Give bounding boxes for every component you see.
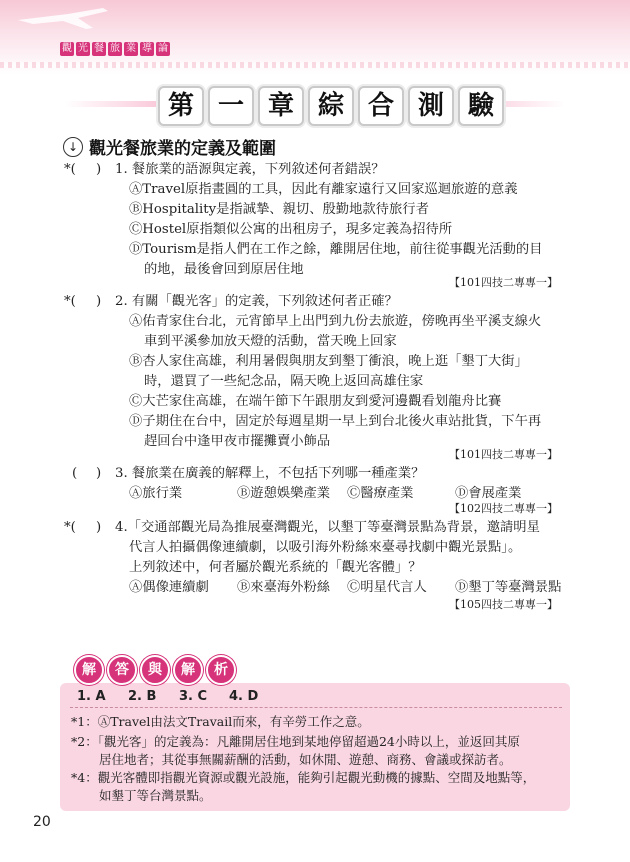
- answer-blank-star: *(: [64, 294, 76, 309]
- answer-key-item: 2. B: [128, 689, 157, 704]
- question-stem: 2. 有關「觀光客」的定義，下列敘述何者正確？: [115, 294, 398, 309]
- option: ⒷHospitality是指誠摯、親切、殷勤地款待旅行者: [129, 202, 429, 217]
- explanation-line: 居住地者；其從事無關薪酬的活動，如休閒、遊憩、商務、會議或探訪者。: [99, 752, 512, 767]
- exam-source: 【102四技二專專一】: [449, 502, 558, 515]
- question-stem: 上列敘述中，何者屬於觀光系統的「觀光客體」？: [129, 560, 422, 575]
- answer-key-item: 3. C: [179, 689, 208, 704]
- chapter-title-char: 驗: [458, 86, 504, 126]
- option-continuation: 車到平溪參加放天燈的活動，當天晚上回家: [144, 334, 397, 349]
- chapter-title-char: 合: [358, 86, 404, 126]
- answer-key-item: 1. A: [77, 689, 106, 704]
- exam-source: 【101四技二專專一】: [449, 276, 558, 289]
- chapter-title-char: 一: [208, 86, 254, 126]
- chapter-title: [158, 86, 504, 126]
- option: Ⓒ大芒家住高雄，在端午節下午跟朋友到愛河邊觀看划龍舟比賽: [129, 394, 502, 409]
- answer-heading-char: 解: [74, 655, 104, 685]
- option: Ⓓ子期住在台中，固定於每週星期一早上到台北後火車站批貨，下午再: [129, 414, 542, 429]
- answer-blank-open: (: [72, 466, 78, 481]
- book-title-char: 觀: [62, 43, 72, 54]
- question-stem: 4.「交通部觀光局為推展臺灣觀光，以墾丁等臺灣景點為背景，邀請明星: [115, 520, 540, 535]
- book-title-char: 光: [78, 43, 88, 54]
- airplane-icon: [8, 2, 118, 32]
- answer-heading: [74, 655, 236, 685]
- explanation-line: *2：「觀光客」的定義為：凡離開居住地到某地停留超過24小時以上，並返回其原: [71, 734, 520, 749]
- answer-divider: [70, 707, 562, 708]
- question-stem: 3. 餐旅業在廣義的解釋上，不包括下列哪一種產業？: [115, 466, 425, 481]
- option: Ⓐ佑青家住台北，元宵節早上出門到九份去旅遊，傍晚再坐平溪支線火: [129, 314, 542, 329]
- header-stripe: [0, 62, 630, 68]
- question-stem: 代言人拍攝偶像連續劇，以吸引海外粉絲來臺尋找劇中觀光景點」。: [129, 540, 522, 555]
- chapter-title-char: 第: [158, 86, 204, 126]
- answer-blank-close: ): [96, 294, 102, 309]
- answer-key-item: 4. D: [229, 689, 259, 704]
- option: Ⓐ旅行業: [129, 486, 183, 501]
- book-title-char: 導: [142, 43, 152, 54]
- exam-source: 【101四技二專專一】: [449, 448, 558, 461]
- chapter-title-char: 章: [258, 86, 304, 126]
- explanation-line: *1：ⒶTravel由法文Travail而來，有辛勞工作之意。: [71, 714, 370, 729]
- option-continuation: 時，還買了一些紀念品，隔天晚上返回高雄住家: [144, 374, 424, 389]
- option: Ⓑ來臺海外粉絲: [237, 580, 331, 595]
- option: Ⓓ會展產業: [455, 486, 522, 501]
- answer-blank-star: *(: [64, 162, 76, 177]
- book-title: [60, 42, 170, 56]
- option: ⒸHostel原指類似公寓的出租房子，現多定義為招待所: [129, 222, 453, 237]
- answer-blank-close: ): [96, 520, 102, 535]
- page-number: 20: [33, 814, 51, 830]
- explanation-line: 如墾丁等台灣景點。: [99, 788, 212, 803]
- option: Ⓒ醫療產業: [347, 486, 414, 501]
- option: Ⓑ杏人家住高雄，利用暑假與朋友到墾丁衝浪，晚上逛「墾丁大街」: [129, 354, 528, 369]
- book-title-char: 餐: [94, 43, 104, 54]
- chapter-title-char: 測: [408, 86, 454, 126]
- book-title-char: 旅: [110, 43, 120, 54]
- option-continuation: 趕回台中逢甲夜市擺攤賣小飾品: [144, 434, 331, 449]
- answer-heading-char: 解: [173, 655, 203, 685]
- explanation-line: *4：觀光客體即指觀光資源或觀光設施，能夠引起觀光動機的據點、空間及地點等，: [71, 770, 536, 785]
- question-stem: 1. 餐旅業的語源與定義，下列敘述何者錯誤？: [115, 162, 385, 177]
- answer-heading-char: 答: [107, 655, 137, 685]
- answer-blank-close: ): [96, 162, 102, 177]
- option: Ⓑ遊憩娛樂產業: [237, 486, 331, 501]
- answer-heading-char: 與: [140, 655, 170, 685]
- option: Ⓒ明星代言人: [347, 580, 427, 595]
- section-heading: [63, 134, 276, 159]
- answer-blank-star: *(: [64, 520, 76, 535]
- exam-source: 【105四技二專專一】: [449, 598, 558, 611]
- option: Ⓐ偶像連續劇: [129, 580, 209, 595]
- book-title-char: 業: [126, 43, 136, 54]
- option-continuation: 的地，最後會回到原居住地: [144, 262, 304, 277]
- chapter-title-char: 綜: [308, 86, 354, 126]
- book-title-char: 論: [158, 43, 168, 54]
- option: ⒹTourism是指人們在工作之餘，離開居住地，前往從事觀光活動的目: [129, 242, 543, 257]
- answer-heading-char: 析: [206, 655, 236, 685]
- option: Ⓓ墾丁等臺灣景點: [455, 580, 562, 595]
- section-title: 觀光餐旅業的定義及範圍: [89, 139, 276, 159]
- arrow-down-icon: ↓: [63, 137, 83, 157]
- option: ⒶTravel原指畫圓的工具，因此有離家遠行又回家巡迴旅遊的意義: [129, 182, 518, 197]
- answer-blank-close: ): [96, 466, 102, 481]
